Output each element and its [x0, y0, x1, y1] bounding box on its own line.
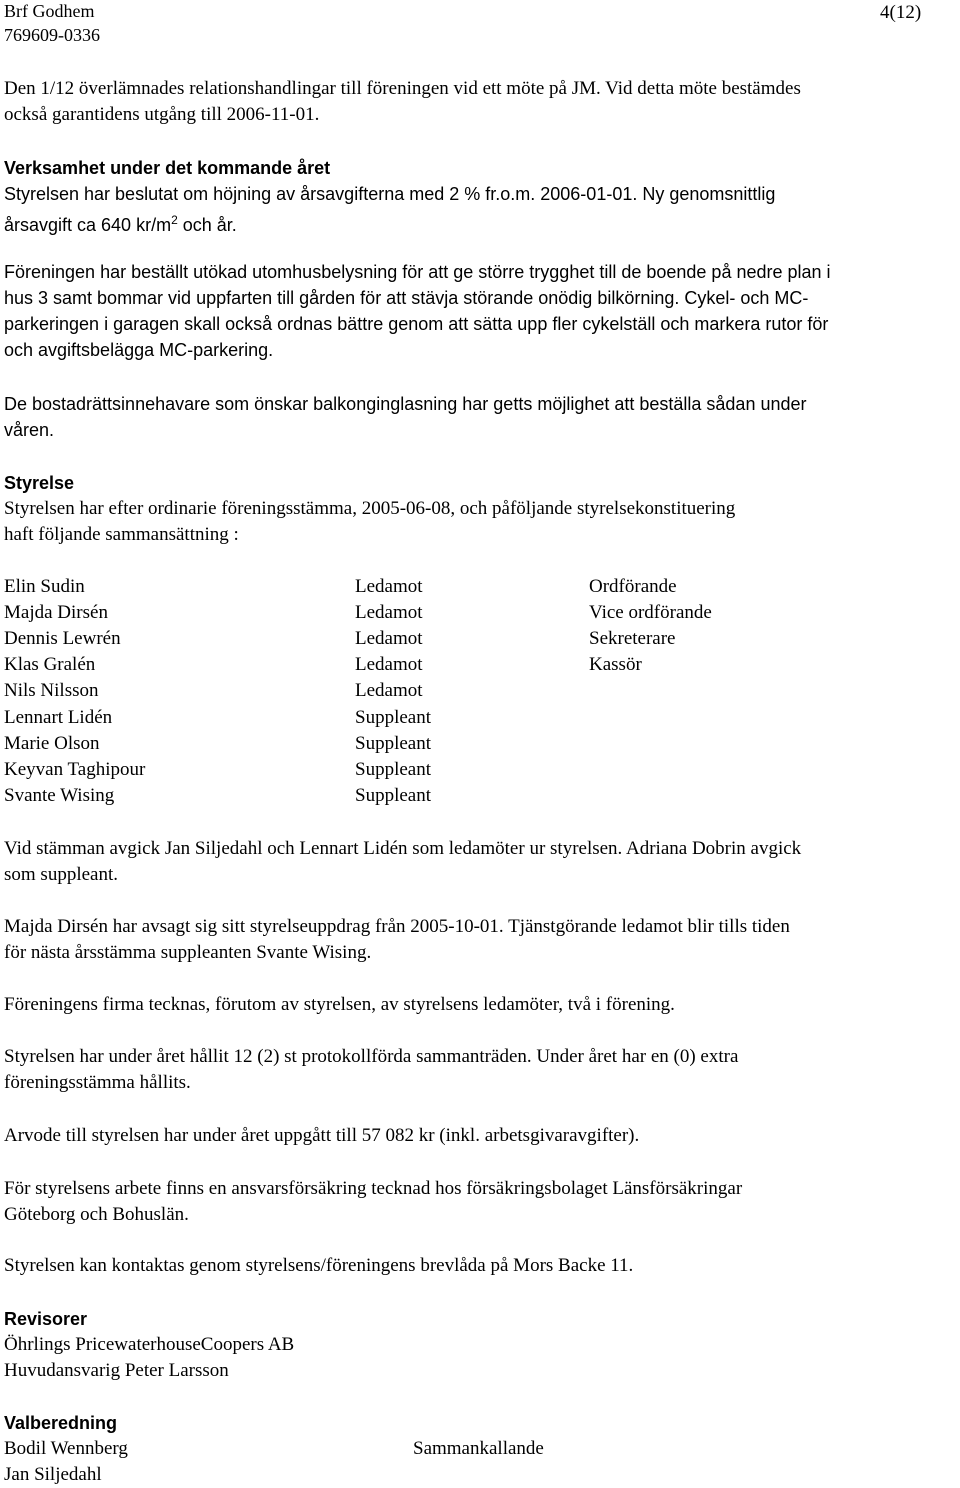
member-role: Ledamot [355, 680, 423, 701]
paragraph-line: Göteborg och Bohuslän. [4, 1204, 189, 1225]
next-year-heading: Verksamhet under det kommande året [4, 158, 331, 178]
member-role: Ledamot [355, 602, 423, 623]
member-role: Ledamot [355, 654, 423, 675]
signatory-paragraph [4, 992, 960, 1018]
intro-line: Den 1/12 överlämnades relationshandlingar till föreningen vid ett möte på JM. Vid detta möte bestämdes [4, 78, 801, 99]
board-section [4, 470, 960, 548]
board-intro-line: haft följande sammansättning : [4, 524, 239, 545]
balcony-line: De bostadrättsinnehavare som önskar balkonginglasning har getts möjlighet att beställa sådan under [4, 394, 807, 414]
contact-paragraph [4, 1253, 960, 1279]
member-role: Suppleant [355, 733, 431, 754]
lighting-paragraph [4, 259, 960, 363]
auditor-lead: Huvudansvarig Peter Larsson [4, 1360, 229, 1381]
member-role: Suppleant [355, 707, 431, 728]
board-heading: Styrelse [4, 473, 75, 493]
paragraph-line: Styrelsen kan kontaktas genom styrelsens/föreningens brevlåda på Mors Backe 11. [4, 1255, 634, 1276]
paragraph-line: för nästa årsstämma suppleanten Svante Wising. [4, 942, 372, 963]
next-year-line: Styrelsen har beslutat om höjning av årsavgifterna med 2 % fr.o.m. 2006-01-01. Ny genomsnittlig [4, 184, 776, 204]
table-row [0, 574, 960, 600]
lighting-line: parkeringen i garagen skall också ordnas bättre genom att sätta upp fler cykelställ och markera rutor för [4, 314, 829, 334]
paragraph-line: Vid stämman avgick Jan Siljedahl och Lennart Lidén som ledamöter ur styrelsen. Adriana Dobrin avgick [4, 838, 802, 859]
nomination-role: Sammankallande [413, 1438, 544, 1459]
intro-line: också garantidens utgång till 2006-11-01. [4, 104, 320, 125]
table-row [0, 783, 960, 809]
lighting-line: hus 3 samt bommar vid uppfarten till gården för att stävja störande onödig bilkörning. Cykel- och MC- [4, 288, 809, 308]
table-row [0, 678, 960, 704]
lighting-line: och avgiftsbelägga MC-parkering. [4, 340, 274, 360]
insurance-paragraph [4, 1176, 960, 1228]
table-row [0, 600, 960, 626]
table-row [0, 705, 960, 731]
member-role: Ledamot [355, 628, 423, 649]
member-name: Majda Dirsén [4, 602, 108, 623]
table-row [0, 731, 960, 757]
paragraph-line: Majda Dirsén har avsagt sig sitt styrelseuppdrag från 2005-10-01. Tjänstgörande ledamot blir tills tiden [4, 916, 790, 937]
paragraph-line: Arvode till styrelsen har under året uppgått till 57 082 kr (inkl. arbetsgivaravgifter). [4, 1125, 640, 1146]
intro-paragraph [4, 76, 960, 128]
member-name: Lennart Lidén [4, 707, 113, 728]
withdrawal-paragraph [4, 914, 960, 966]
balcony-paragraph [4, 391, 960, 443]
balcony-line: våren. [4, 420, 55, 440]
fee-paragraph [4, 1123, 960, 1149]
member-role: Suppleant [355, 785, 431, 806]
org-name: Brf Godhem [4, 1, 95, 21]
auditors-heading: Revisorer [4, 1309, 88, 1329]
paragraph-line: Föreningens firma tecknas, förutom av styrelsen, av styrelsens ledamöter, två i förening. [4, 994, 675, 1015]
next-year-line: årsavgift ca 640 $kr/m^2$ och år. [4, 213, 237, 235]
member-name: Keyvan Taghipour [4, 759, 146, 780]
member-name: Nils Nilsson [4, 680, 99, 701]
paragraph-line: som suppleant. [4, 864, 118, 885]
paragraph-line: föreningsstämma hållits. [4, 1072, 191, 1093]
auditors-section [4, 1306, 960, 1384]
meetings-paragraph [4, 1044, 960, 1096]
member-position: Ordförande [589, 576, 677, 597]
member-role: Suppleant [355, 759, 431, 780]
member-position: Sekreterare [589, 628, 676, 649]
nomination-member: Jan Siljedahl [4, 1464, 102, 1485]
member-role: Ledamot [355, 576, 423, 597]
member-position: Kassör [589, 654, 642, 675]
member-name: Dennis Lewrén [4, 628, 121, 649]
member-position: Vice ordförande [589, 602, 712, 623]
member-name: Marie Olson [4, 733, 100, 754]
resignation-paragraph [4, 836, 960, 888]
auditor-firm: Öhrlings PricewaterhouseCoopers AB [4, 1334, 295, 1355]
superscript: 2 [171, 213, 178, 227]
lighting-line: Föreningen har beställt utökad utomhusbelysning för att ge större trygghet till de boende på nedre plan i [4, 262, 831, 282]
member-name: Svante Wising [4, 785, 115, 806]
paragraph-line: För styrelsens arbete finns en ansvarsförsäkring tecknad hos försäkringsbolaget Länsförsäkringar [4, 1178, 743, 1199]
board-intro-line: Styrelsen har efter ordinarie föreningsstämma, 2005-06-08, och påföljande styrelsekonstituering [4, 498, 736, 519]
table-row [0, 757, 960, 783]
nomination-member: Bodil Wennberg [4, 1438, 128, 1459]
nomination-heading: Valberedning [4, 1413, 118, 1433]
page-number: 4(12) [880, 2, 922, 23]
table-row [0, 652, 960, 678]
paragraph-line: Styrelsen har under året hållit 12 (2) st protokollförda sammanträden. Under året har en (0) extra [4, 1046, 739, 1067]
table-row [0, 626, 960, 652]
member-name: Elin Sudin [4, 576, 85, 597]
next-year-section [4, 155, 960, 238]
org-number: 769609-0336 [4, 25, 100, 45]
member-name: Klas Gralén [4, 654, 96, 675]
